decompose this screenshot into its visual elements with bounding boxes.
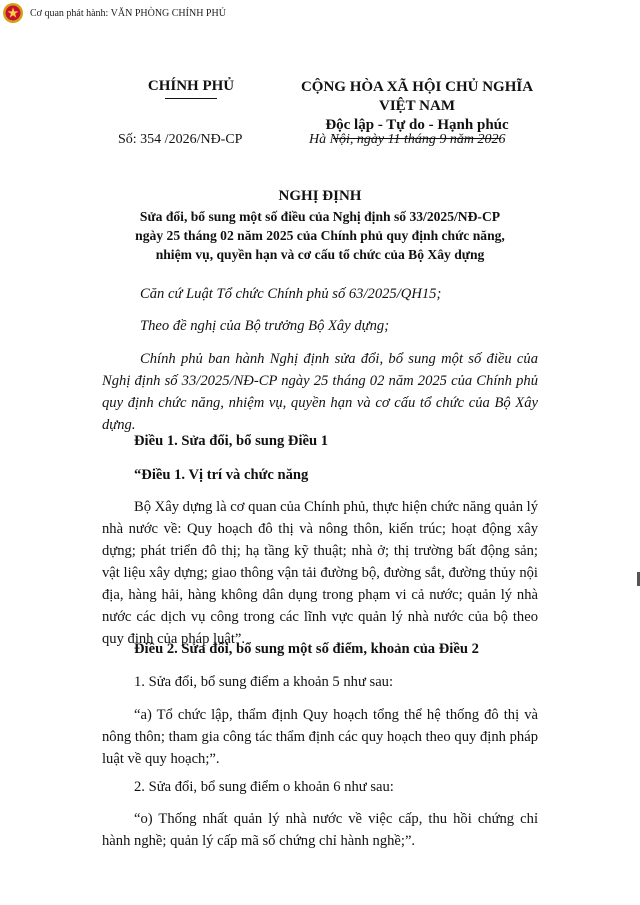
subtitle-line: ngày 25 tháng 02 năm 2025 của Chính phủ quy định chức năng, — [135, 228, 505, 243]
issuer-text: Cơ quan phát hành: VĂN PHÒNG CHÍNH PHỦ — [30, 7, 226, 19]
article-1-quoted-heading: “Điều 1. Vị trí và chức năng — [134, 467, 309, 483]
motto: Độc lập - Tự do - Hạnh phúc — [325, 117, 509, 133]
subtitle-line: Sửa đổi, bổ sung một số điều của Nghị định số 33/2025/NĐ-CP — [139, 209, 501, 224]
document-subtitle — [100, 207, 540, 264]
agency-name: CHÍNH PHỦ — [147, 78, 235, 94]
preamble-enactment: Chính phủ ban hành Nghị định sửa đổi, bổ sung một số điều của Nghị định số 33/2025/NĐ-CP ngày 25 tháng 02 năm 2025 của Chính phủ quy định chức năng, nhiệm vụ, quyền hạn và cơ cấu tổ chức của Bộ Xây dựng. — [102, 351, 538, 433]
preamble-proposal: Theo đề nghị của Bộ trưởng Bộ Xây dựng; — [140, 318, 390, 334]
issuer-bar — [2, 2, 226, 24]
article-2-heading: Điều 2. Sửa đổi, bổ sung một số điểm, khoản của Điều 2 — [134, 641, 479, 657]
agency-header — [128, 78, 254, 99]
document-type: NGHỊ ĐỊNH — [278, 188, 362, 204]
article-2-item-1: 1. Sửa đổi, bổ sung điểm a khoản 5 như sau: — [134, 674, 394, 690]
article-1-body: Bộ Xây dựng là cơ quan của Chính phủ, thực hiện chức năng quản lý nhà nước về: Quy hoạch đô thị và nông thôn, kiến trúc; hoạt động xây dựng; phát triển đô thị; hạ tầng kỹ thuật; nhà ở; thị trường bất động sản; vật liệu xây dựng; giao thông vận tải đường bộ, đường sắt, đường thủy nội địa, hàng hải, hàng không dân dụng trong phạm vi cả nước; quản lý nhà nước các dịch vụ công trong các lĩnh vực quản lý nhà nước của bộ theo quy định của pháp luật”. — [102, 499, 538, 647]
country-name: CỘNG HÒA XÃ HỘI CHỦ NGHĨA VIỆT NAM — [300, 79, 534, 114]
agency-underline — [165, 98, 217, 99]
document-title — [100, 188, 540, 264]
preamble-basis: Căn cứ Luật Tổ chức Chính phủ số 63/2025/QH15; — [140, 286, 442, 302]
subtitle-line: nhiệm vụ, quyền hạn và cơ cấu tổ chức của Bộ Xây dựng — [155, 247, 485, 262]
document-number: Số: 354 /2026/NĐ-CP — [118, 132, 243, 147]
place-date: Hà Nội, ngày 11 tháng 9 năm 2026 — [309, 132, 506, 147]
article-2-item-2: 2. Sửa đổi, bổ sung điểm o khoản 6 như sau: — [134, 779, 394, 795]
national-header — [282, 78, 552, 139]
article-2-item-1-quote: “a) Tổ chức lập, thẩm định Quy hoạch tổng thể hệ thống đô thị và nông thôn; tham gia công tác thẩm định các quy hoạch theo quy định pháp luật về quy hoạch;”. — [102, 707, 538, 767]
article-2-item-2-quote: “o) Thống nhất quản lý nhà nước về việc cấp, thu hồi chứng chỉ hành nghề; quản lý cấp mã số chứng chỉ hành nghề;”. — [102, 811, 538, 849]
article-1-heading: Điều 1. Sửa đổi, bổ sung Điều 1 — [134, 433, 329, 449]
national-emblem-icon — [2, 2, 24, 24]
